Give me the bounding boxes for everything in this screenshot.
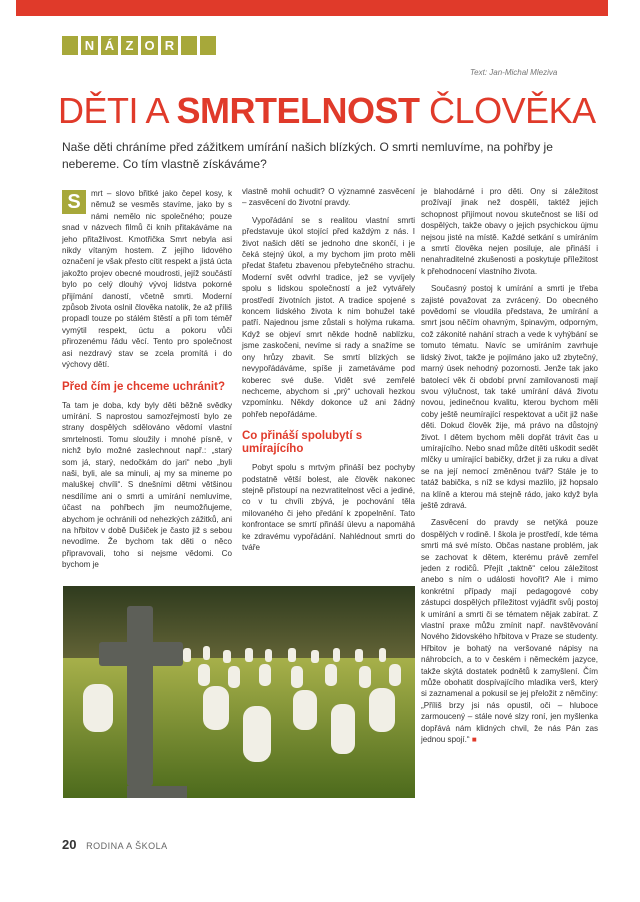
page-footer	[62, 837, 168, 852]
lead-paragraph: Naše děti chráníme před zážitkem umírání našich blízkých. O smrti nemluvíme, na pohřby je nebereme. Co tím vlastně získáváme?	[62, 140, 553, 171]
paragraph: Vypořádání se s realitou vlastní smrti představuje úkol stojící před každým z nás. I život našich dětí se jednoho dne skončí, i je čeká stejný úkol, a my bychom jim proto měli předat štafetu zbavenou přebytečného strachu. Moderní svět odvrhl tradice, jež se vyvíjely spolu s lidskou společností a jež vytvářely prostředí životních jistot. A tradice spojené s koncem lidského života k nim bohužel také patří. Najednou jsme zůstali s holýma rukama. Když se objeví smrt někde hodně nablízku, jsme zaskočeni, nevíme si rady a snažíme se ony hrůzy zbavit. Se smrtí blízkých se nevypořádáváme, spíše ji zametáváme pod koberec své duše. Vidět své zemřelé nechceme, abychom si „prý“ uchovali hezkou vzpomínku. Někdy dokonce už ani žádný pohřeb nepořádáme.	[242, 215, 415, 419]
article-column-3	[421, 186, 598, 746]
paragraph-text: mrt – slovo břitké jako čepel kosy, k němuž se vesměs stavíme, jako by s námi nemělo nic společného; pouze snad v názvech filmů či knih přitakáváme na jeho přitažlivost. Kmotřička Smrt nebyla asi nikdy vítaným hostem. Z jejího lidového označení je však přesto cítit respekt a jistá úcta jakožto projev obecné moudrosti, jejíž součástí bylo po celý dlouhý vývoj lidstva pokorné přijímání daností, včetně smrti. Moderní způsob života oslnil člověka natolik, že až příliš propadl touze po stálém štěstí a při tom téměř vymýtil respekt, úctu a pokoru vůči přirozenému řádu věcí. Tento pro společnost asi nezdravý stav se zcela promítá i do výchovy dětí.	[62, 189, 232, 370]
kicker-letter: O	[141, 36, 158, 55]
kicker-letter: N	[81, 36, 98, 55]
article-column-1	[62, 188, 232, 571]
paragraph: vlastně mohli ochudit? O významné zasvěcení – zasvěcení do životní pravdy.	[242, 187, 415, 208]
top-color-band	[16, 0, 608, 16]
article-column-2	[242, 186, 415, 553]
drop-cap: S	[62, 190, 86, 214]
section-kicker	[62, 36, 216, 55]
subheading: Před čím je chceme uchránit?	[62, 380, 225, 393]
paragraph: Ta tam je doba, kdy byly děti běžně svědky umírání. S naprostou samozřejmostí bylo ze strany dospělých sdělováno vědomí vlastní smrtelnosti. Tomu sloužily i mnohé písně, v nichž bylo možné zaslechnout např.: „starý som já, starý, nedočkám do jari“ nebo „byli naši, byli, ale sa minuli, aj my sa mineme po maluškej chvíli“. S dnešními dětmi většinou nesdílíme ani o smrti a umírání nemluvíme, účast na pohřbech jim neumožňujeme, abychom je ochránili od nehezkých zážitků, ani na hřbitov v době Dušiček je často již s sebou nevodíme. Že bychom tak děti o něco připravovali, toho si nejsme vědomi. Co bychom je	[62, 400, 232, 570]
cemetery-illustration	[63, 586, 415, 798]
magazine-name: RODINA A ŠKOLA	[86, 841, 168, 851]
paragraph	[421, 517, 598, 745]
kicker-letter: Á	[101, 36, 118, 55]
kicker-square-icon	[181, 36, 197, 55]
paragraph: je blahodárné i pro děti. Ony si záležitost prožívají jinak než dospělí, taktéž jejich schopnost přijímout novou skutečnost se liší od dospělých, takže obavy o jejich psychickou újmu nejsou jisté na místě. Každé setkání s umíráním a smrtí člověka nejen posiluje, ale přináší i nenahraditelné zkušenosti a poskytuje příležitost k přehodnocení vlastního života.	[421, 187, 598, 276]
kicker-letter: R	[161, 36, 178, 55]
paragraph: Pobyt spolu s mrtvým přináší bez pochyby podstatně větší bolest, ale člověk nakonec stejně přistoupí na nezvratitelnost věci a jediné, co v tu chvíli zbývá, je pochování těla milovaného či jeho předání k zpopelnění. Tato konfrontace se smrtí přináší úlevu a napomáhá ke zdravému vypořádání. Nahlédnout smrti do tváře	[242, 463, 415, 552]
kicker-letter: Z	[121, 36, 138, 55]
kicker-square-icon	[200, 36, 216, 55]
cemetery-photo	[63, 586, 415, 798]
title-part-1: DĚTI A	[58, 90, 177, 131]
page-number: 20	[62, 837, 77, 852]
paragraph	[62, 188, 232, 371]
end-mark-icon: ■	[471, 735, 477, 745]
subheading: Co přináší spolubytí s umírajícího	[242, 430, 363, 456]
title-part-2: SMRTELNOST	[176, 90, 420, 131]
title-part-3: ČLOVĚKA	[419, 90, 596, 131]
paragraph-text: Zasvěcení do pravdy se netýká pouze dospělých v rodině. I škola je prostředí, kde téma smrti má své místo. Občas nastane problém, jak se zachovat k dětem, kterému právě zemřel jeden z rodičů. Přejít „taktně“ celou záležitost anebo s ním o události hovořit? Ale i mimo konkrétní případy mají pedagogové coby zástupci dospělých příležitost vyjádřit svůj postoj k umírání a smrti či se tématem nějak zabírat. Z vlastní praxe můžu zmínit např. navštěvování Nového židovského hřbitova v Praze se studenty. Hřbitov je bohatý na veršované nápisy na náhrobcích, a to v českém i německém jazyce, takže skýtá dostatek podnětů k zamyšlení. Čím může obohatit dospívajícího mladíka verš, který si zaznamenal a pokusil se jej přeložit z němčiny: „Příliš brzy jsi nás opustil, oči – hluboce zarmoucený – stále nové slzy roní, jen myšlenka dopřává nám klidných chvil, že nás Pán zas jednou spojí.“	[421, 518, 598, 745]
page-title	[58, 90, 596, 132]
paragraph: Současný postoj k umírání a smrti je třeba zajisté považovat za zvrácený. Do obecného povědomí se vloudila představa, že umírání a smrt jsou něčím ohavným, špinavým, odporným, což zákonité nahání strach a vede k vyhýbání se tomuto tématu. Navíc se umíráním zavrhuje lidský život, takže je pojímáno jako už zbytečný, marný úsek nehodný pozornosti. Jenže tak jako batolecí věk či období první zamilovanosti mají svou výlučnost, tak také umírání dává životu novou, jedinečnou kvalitu, kterou bychom měli coby ještě neumírající respektovat a učit již naše děti. Dokud člověk žije, má právo na důstojný život. I dětem bychom měli dopřát trávit čas u umírajícího. Nebo snad může dítěti uškodit sedět mlčky u umírající babičky, držet ji za ruku a dívat se na její nemocí změněnou tvář? Stále je to tatáž babička, s níž se kdysi mazlilo, již hopsalo na klíně a kterou má stejně rádo, jako když byla ještě zdravá.	[421, 284, 598, 510]
author-credit: Text: Jan-Michal Mleziva	[470, 68, 558, 77]
kicker-square-icon	[62, 36, 78, 55]
